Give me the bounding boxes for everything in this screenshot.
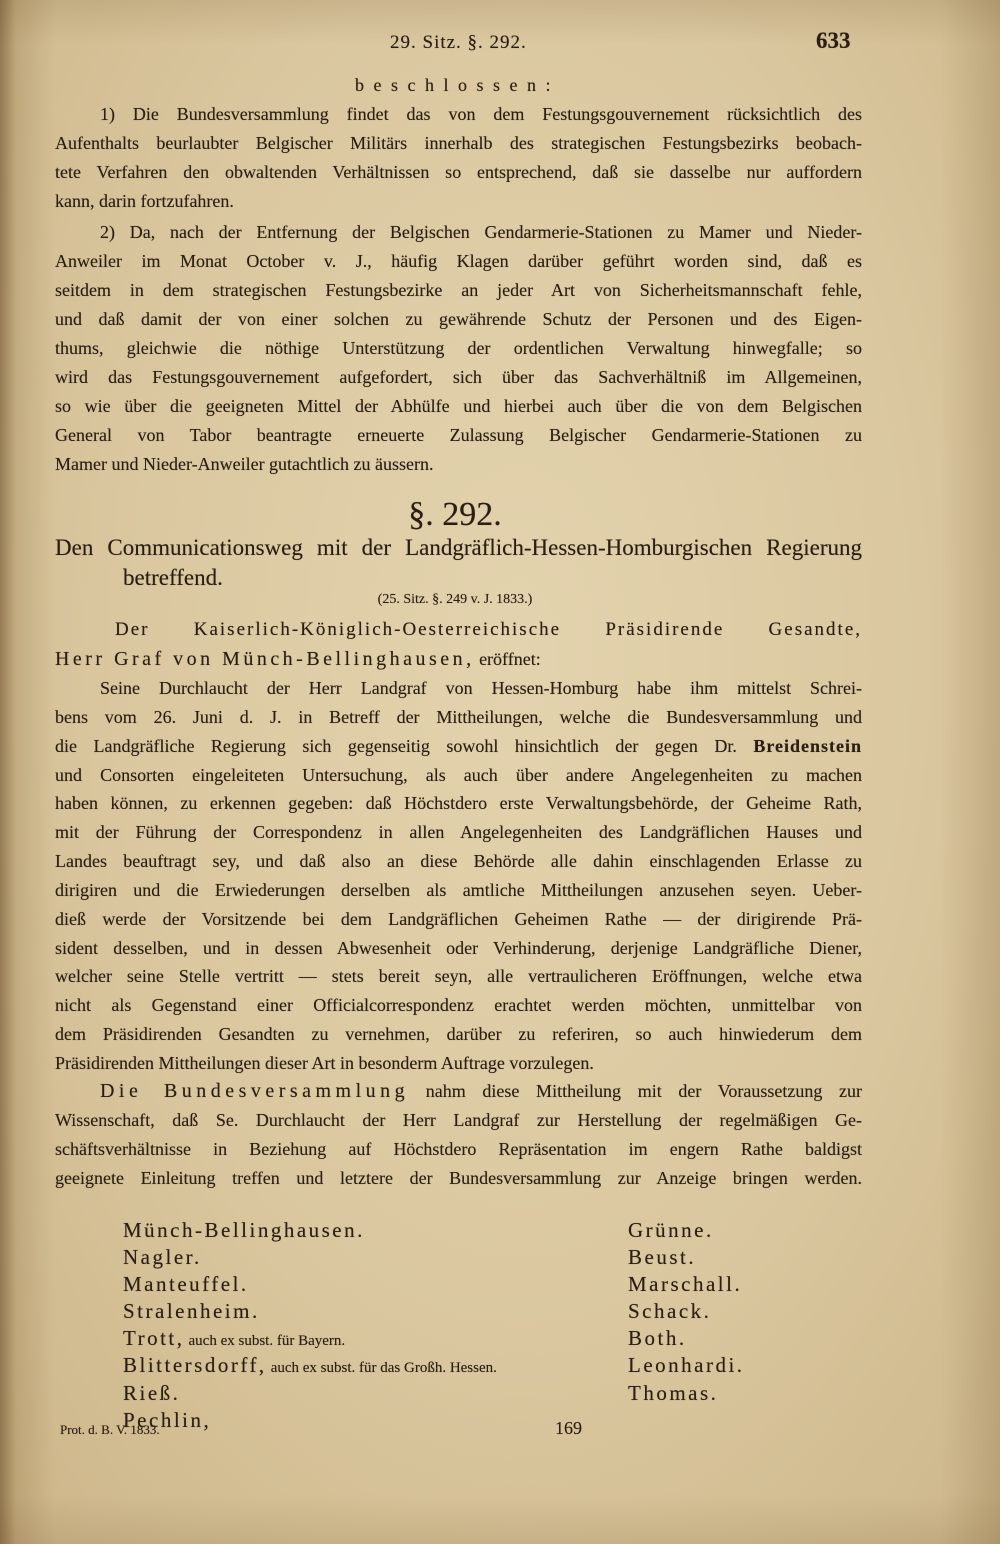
text-line [55, 732, 862, 761]
section-title [55, 533, 862, 593]
signature-name: Trott, [123, 1326, 185, 1351]
section-number: §. 292. [408, 496, 502, 533]
speaker-title: Der Kaiserlich-Königlich-Oesterreichische Präsidirende Gesandte, [115, 619, 862, 640]
text-line: so wie über die geeigneten Mittel der Abhülfe und hierbei auch über die von dem Belgischen [55, 396, 862, 416]
signature-name: Rieß. [123, 1380, 181, 1405]
signature-name: Münch-Bellinghausen. [123, 1218, 365, 1242]
signature-note: auch ex subst. für das Großh. Hessen. [270, 1360, 497, 1377]
text-line: thums, gleichwie die nöthige Unterstützung der ordentlichen Verwaltung hinwegfalle; so [55, 338, 862, 358]
signature-name: Nagler. [123, 1245, 202, 1270]
text-line: dirigiren und die Erwiederungen derselben als amtliche Mittheilungen anzusehen seyen. Ueber- [55, 879, 862, 900]
text-line: Aufenthalts beurlaubter Belgischer Militärs innerhalb des strategischen Festungsbezirks beobach- [55, 133, 862, 153]
signature-entry [123, 1245, 623, 1272]
text-line: und Consorten eingeleiteten Untersuchung, als auch über andere Angelegenheiten zu machen [55, 764, 862, 785]
signature-entry [123, 1408, 623, 1435]
signature-entry [628, 1245, 928, 1272]
signature-name: Stralenheim. [123, 1299, 260, 1324]
decision-lead: Die Bundesversammlung [100, 1080, 410, 1102]
text-line: mit der Führung der Correspondenz in allen Angelegenheiten des Landgräflichen Hauses und [55, 822, 862, 843]
signature-name: Manteuffel. [123, 1272, 249, 1297]
resolution-item-1 [55, 100, 862, 216]
running-head: 29. Sitz. §. 292. [390, 32, 527, 53]
statement-paragraph [55, 674, 862, 1078]
signature-entry [628, 1326, 928, 1353]
signature-entry [123, 1353, 623, 1380]
signature-entry [123, 1272, 623, 1299]
text-line: seitdem in dem strategischen Festungsbezirke an jeder Art von Sicherheitsmannschaft fehle, [55, 280, 862, 300]
signature-name: Both. [628, 1326, 687, 1351]
signature-entry [123, 1381, 623, 1408]
signature-entry [628, 1272, 928, 1299]
text-line: welcher seine Stelle vertritt — stets bereit seyn, alle vertraulicheren Eröffnungen, welche etwa [55, 966, 862, 987]
text-line: General von Tabor beantragte erneuerte Zulassung Belgischer Gendarmerie-Stationen zu [55, 425, 862, 445]
signature-entry [123, 1299, 623, 1326]
resolution-label: beschlossen: [355, 75, 560, 95]
signature-entry [628, 1218, 928, 1245]
text-line: tete Verfahren den obwaltenden Verhältnissen so entsprechend, daß sie dasselbe nur auffordern [55, 162, 862, 182]
text-line: Anweiler im Monat October v. J., häufig Klagen darüber geführt worden sind, daß es [55, 251, 862, 271]
signature-name: Schack. [628, 1299, 712, 1324]
footer-sheet-number: 169 [555, 1418, 582, 1438]
signature-note: auch ex subst. für Bayern. [188, 1333, 346, 1350]
text-line: haben können, zu erkennen gegeben: daß Höchstdero erste Verwaltungsbehörde, der Geheime Rath, [55, 793, 862, 814]
title-line: Den Communicationsweg mit der Landgräflich-Hessen-Homburgischen Regierung [55, 535, 862, 560]
signature-entry [628, 1299, 928, 1326]
signature-name: Thomas. [628, 1380, 719, 1405]
signatures-left-column [123, 1218, 623, 1435]
text-segment: die Landgräfliche Regierung sich gegenseitig sowohl hinsichtlich der gegen Dr. [55, 735, 737, 756]
text-line: dem Präsidirenden Gesandten zu vernehmen, darüber zu referiren, so auch hinwiederum dem [55, 1024, 862, 1045]
signature-name: Leonhardi. [628, 1353, 745, 1378]
text-line: 2) Da, nach der Entfernung der Belgischen Gendarmerie-Stationen zu Mamer und Nieder- [100, 222, 862, 242]
footer-signature-mark: Prot. d. B. V. 1833. [60, 1422, 160, 1437]
signature-name: Marschall. [628, 1272, 743, 1297]
text-line: Mamer und Nieder-Anweiler gutachtlich zu äussern. [55, 454, 434, 474]
decision-paragraph [55, 1077, 862, 1193]
text-segment: nahm diese Mittheilung mit der Voraussetzung zur [425, 1081, 862, 1101]
signature-name: Pechlin, [123, 1407, 212, 1432]
signature-entry [123, 1218, 623, 1245]
page-number: 633 [816, 28, 851, 53]
text-line: Präsidirenden Mittheilungen dieser Art in besonderm Auftrage vorzulegen. [55, 1052, 594, 1073]
text-line: dieß werde der Vorsitzende bei dem Landgräflichen Geheimen Rathe — der dirigirende Prä- [55, 908, 862, 929]
signature-entry [628, 1353, 928, 1380]
text-line: nicht als Gegenstand einer Officialcorrespondenz erachtet werden möchten, unmittelbar von [55, 995, 862, 1016]
text-line: und daß damit der von einer solchen zu gewährende Schutz der Personen und des Eigen- [55, 309, 862, 329]
speaker-verb: eröffnet: [479, 648, 541, 669]
text-line: 1) Die Bundesversammlung findet das von dem Festungsgouvernement rücksichtlich des [100, 104, 862, 124]
signature-name: Grünne. [628, 1218, 714, 1242]
text-line: Landes beauftragt sey, und daß also an diese Behörde alle dahin einschlagenden Erlasse zu [55, 851, 862, 872]
signature-name: Blittersdorff, [123, 1353, 267, 1378]
speaker-intro [55, 616, 862, 673]
text-line: wird das Festungsgouvernement aufgefordert, sich über das Sachverhältniß im Allgemeinen, [55, 367, 862, 387]
text-line: kann, darin fortzufahren. [55, 191, 234, 211]
text-line: Seine Durchlaucht der Herr Landgraf von Hessen-Homburg habe ihm mittelst Schrei- [100, 678, 862, 698]
named-person: Breidenstein [753, 735, 862, 756]
text-line [55, 1077, 862, 1106]
section-reference: (25. Sitz. §. 249 v. J. 1833.) [377, 592, 533, 607]
resolution-item-2 [55, 218, 862, 479]
text-line: geeignete Einleitung treffen und letztere der Bundesversammlung zur Anzeige bringen werden. [55, 1168, 862, 1188]
signatures-right-column [628, 1218, 928, 1408]
title-line: betreffend. [123, 565, 223, 590]
text-line: sident desselben, und in dessen Abwesenheit oder Verhinderung, derjenige Landgräfliche Diener, [55, 937, 862, 958]
text-line: Wissenschaft, daß Se. Durchlaucht der Herr Landgraf zur Herstellung der regelmäßigen Ge- [55, 1110, 862, 1130]
signature-entry [628, 1381, 928, 1408]
speaker-name: Herr Graf von Münch-Bellinghausen, [55, 647, 475, 670]
signature-name: Beust. [628, 1245, 697, 1270]
text-line: bens vom 26. Juni d. J. in Betreff der Mittheilungen, welche die Bundesversammlung und [55, 706, 862, 727]
text-line: schäftsverhältnisse in Beziehung auf Höchstdero Repräsentation im engern Rathe baldigst [55, 1139, 862, 1159]
speaker-line [55, 645, 862, 674]
signature-entry [123, 1326, 623, 1353]
